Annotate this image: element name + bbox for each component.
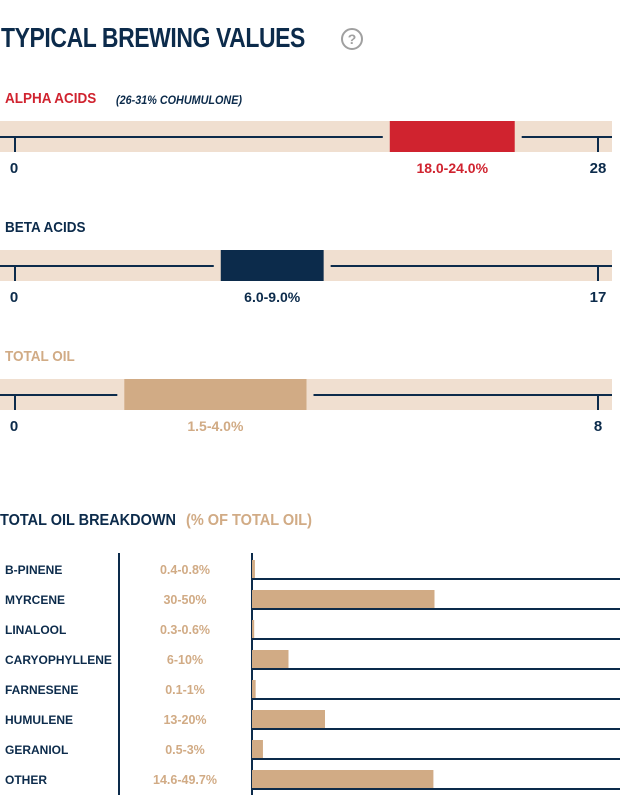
range-chart-title: TOTAL OIL [5,348,75,365]
oil-range-label: 0.4-0.8% [159,563,211,577]
range-chart-beta-acids [0,219,625,319]
oil-breakdown-chart [0,505,625,795]
oil-name-label: HUMULENE [5,713,73,727]
range-value-label: 18.0-24.0% [416,160,489,176]
oil-range-label: 0.1-1% [165,683,205,697]
range-chart-svg [0,348,625,448]
axis-max-label: 8 [593,418,603,435]
oil-bar [252,650,289,669]
range-value-label: 1.5-4.0% [187,418,244,434]
axis-min-label: 0 [9,418,19,435]
oil-range-label: 0.3-0.6% [159,623,211,637]
oil-bar [252,620,254,639]
oil-range-label: 30-50% [163,593,207,607]
oil-range-label: 0.5-3% [165,743,205,757]
oil-name-label: FARNESENE [5,683,79,697]
range-bar [124,379,306,410]
oil-bar [252,770,433,789]
oil-bar [252,590,435,609]
oil-bar [252,680,256,699]
oil-breakdown-title: TOTAL OIL BREAKDOWN [0,512,176,529]
oil-breakdown-subtitle: (% OF TOTAL OIL) [186,512,312,529]
range-chart-title: BETA ACIDS [5,219,86,236]
help-icon[interactable]: ? [341,28,363,50]
range-chart-alpha-acids [0,90,625,190]
range-value-label: 6.0-9.0% [244,289,301,305]
oil-name-label: B-PINENE [5,563,63,577]
oil-name-label: MYRCENE [5,593,66,607]
oil-name-label: CARYOPHYLLENE [5,653,112,667]
oil-breakdown-svg [0,505,625,795]
range-chart-svg [0,219,625,319]
oil-range-label: 13-20% [163,713,207,727]
page-title: TYPICAL BREWING VALUES [1,22,305,53]
range-bar [221,250,324,281]
oil-name-label: GERANIOL [5,743,69,757]
oil-name-label: LINALOOL [5,623,67,637]
range-bar [390,121,515,152]
axis-min-label: 0 [9,160,19,177]
range-chart-note: (26-31% COHUMULONE) [116,93,243,107]
axis-min-label: 0 [9,289,19,306]
oil-bar [252,740,263,759]
range-chart-svg [0,90,625,190]
oil-name-label: OTHER [5,773,47,787]
axis-max-label: 28 [589,160,607,177]
axis-max-label: 17 [589,289,607,306]
oil-bar [252,710,325,729]
range-chart-total-oil [0,348,625,448]
oil-range-label: 6-10% [166,653,204,667]
oil-range-label: 14.6-49.7% [153,773,217,787]
range-chart-title: ALPHA ACIDS [5,90,97,107]
oil-bar [252,560,255,579]
